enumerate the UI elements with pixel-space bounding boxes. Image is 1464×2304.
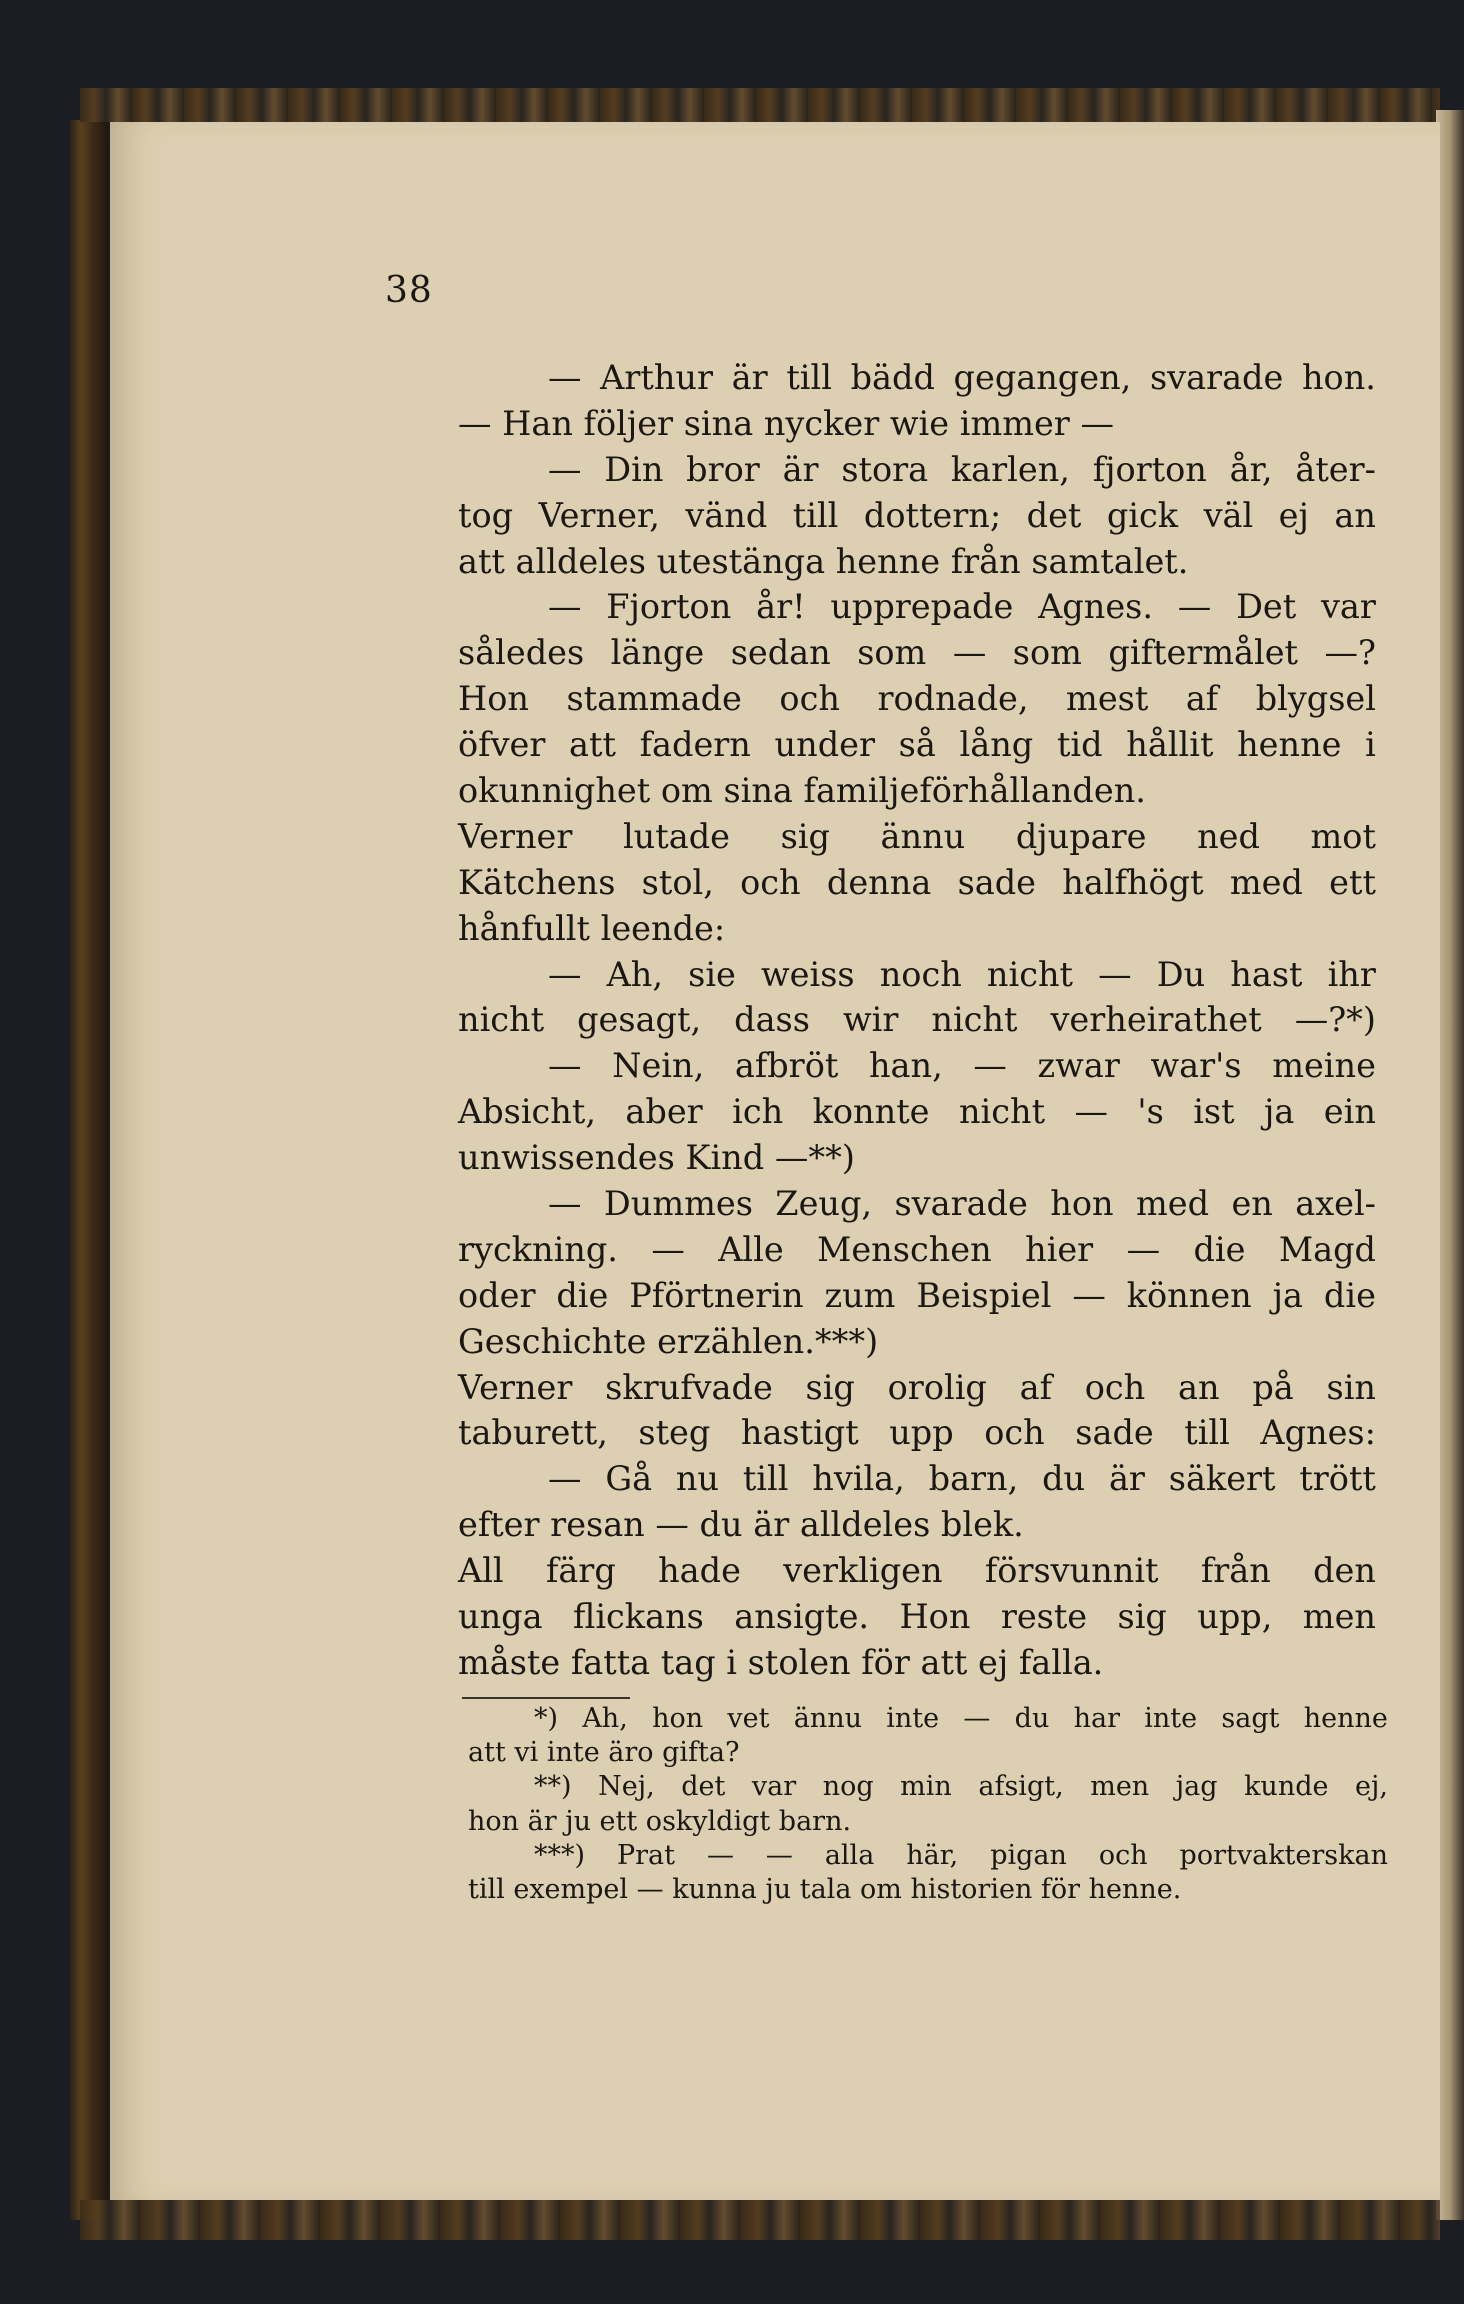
text-line: således länge sedan som — som giftermålet —? <box>458 633 1376 673</box>
page-stack-edge <box>1436 110 1464 2220</box>
text-line: — Fjorton år! upprepade Agnes. — Det var <box>548 587 1376 627</box>
text-line: oder die Pförtnerin zum Beispiel — können ja die <box>458 1275 1376 1315</box>
text-line: Hon stammade och rodnade, mest af blygsel <box>458 679 1376 719</box>
footnote-line: ***) Prat — — alla här, pigan och portvakterskan <box>534 1839 1388 1871</box>
footnote-line: *) Ah, hon vet ännu inte — du har inte sagt henne <box>534 1703 1388 1734</box>
text-line: — Dummes Zeug, svarade hon med en axel- <box>548 1184 1376 1224</box>
text-line: Kätchens stol, och denna sade halfhögt med ett <box>458 862 1376 902</box>
text-line: All färg hade verkligen försvunnit från den <box>458 1551 1376 1591</box>
footnote-line: till exempel — kunna ju tala om historien för henne. <box>468 1873 1182 1905</box>
footnote-line: **) Nej, det var nog min afsigt, men jag kunde ej, <box>534 1771 1388 1803</box>
footnote-divider <box>462 1697 630 1699</box>
text-line: — Gå nu till hvila, barn, du är säkert trött <box>548 1459 1376 1499</box>
text-line: hånfullt leende: <box>458 908 726 948</box>
text-line: efter resan — du är alldeles blek. <box>458 1505 1024 1545</box>
text-line: tog Verner, vänd till dottern; det gick väl ej an <box>458 495 1376 535</box>
text-line: Absicht, aber ich konnte nicht — 's ist ja ein <box>458 1092 1376 1132</box>
marbled-edge-top <box>80 88 1440 122</box>
footnotes <box>468 1702 1388 1907</box>
book-binding-left <box>70 120 108 2220</box>
text-line: unga flickans ansigte. Hon reste sig upp, men <box>458 1597 1376 1637</box>
text-line: — Nein, afbröt han, — zwar war's meine <box>548 1046 1376 1086</box>
text-line: — Din bror är stora karlen, fjorton år, åter- <box>548 449 1376 489</box>
footnote-line: att vi inte äro gifta? <box>468 1737 740 1769</box>
marbled-edge-bottom <box>80 2200 1440 2240</box>
footnote-line: hon är ju ett oskyldigt barn. <box>468 1805 852 1837</box>
text-line: ryckning. — Alle Menschen hier — die Magd <box>458 1229 1376 1269</box>
text-line: Geschichte erzählen.***) <box>458 1321 879 1361</box>
text-line: måste fatta tag i stolen för att ej falla. <box>458 1642 1104 1682</box>
text-line: — Arthur är till bädd gegangen, svarade hon. <box>548 358 1376 397</box>
text-line: öfver att fadern under så lång tid hållit henne i <box>458 725 1376 765</box>
text-line: — Ah, sie weiss noch nicht — Du hast ihr <box>548 954 1376 994</box>
body-text <box>458 355 1376 1686</box>
text-line: Verner skrufvade sig orolig af och an på sin <box>458 1367 1376 1407</box>
text-line: unwissendes Kind —**) <box>458 1138 855 1178</box>
text-line: taburett, steg hastigt upp och sade till Agnes: <box>458 1413 1376 1453</box>
text-line: att alldeles utestänga henne från samtalet. <box>458 541 1189 581</box>
text-line: — Han följer sina nycker wie immer — <box>458 403 1114 443</box>
text-line: okunnighet om sina familjeförhållanden. <box>458 771 1146 811</box>
page-number: 38 <box>385 270 433 311</box>
text-line: Verner lutade sig ännu djupare ned mot <box>458 816 1376 856</box>
text-line: nicht gesagt, dass wir nicht verheirathet —?*) <box>458 1000 1376 1040</box>
